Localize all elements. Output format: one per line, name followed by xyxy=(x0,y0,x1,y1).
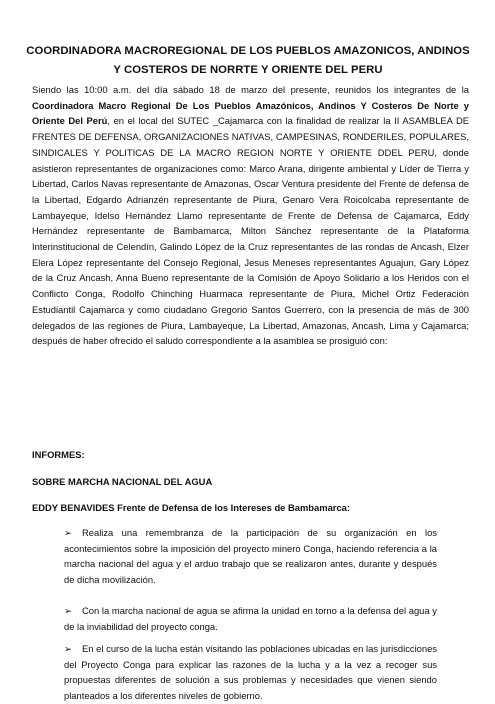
intro-organization-name: Coordinadora Macro Regional De Los Pueblos Amazónicos, Andinos Y Costeros De Norte y Oriente Del Perú xyxy=(32,99,469,127)
list-item xyxy=(64,525,437,588)
intro-paragraph xyxy=(32,82,469,349)
intro-text-2: , en el local del SUTEC _Cajamarca con la finalidad de realizar la II ASAMBLEA DE FRENTES DE DEFENSA, ORGANIZACIONES NATIVAS, CAMPESINAS, RONDERILES, POPULARES, SINDICALES Y POLITICAS DE LA MACRO REGION NORTE Y ORIENTE DDEL PERU, donde asistieron representantes de organizaciones como: Marco Arana, dirigente ambiental y Líder de Tierra y Libertad, Carlos Navas representante de Amazonas, Oscar Ventura presidente del Frente de defensa de la Libertad, Edgardo Adrianzén representante de Piura, Genaro Vera Roicolcaba representante de Lambayeque, Idelso Hernández Llamo representante de Frente de Defensa de Cajamarca, Eddy Hernández representante de Bambamarca, Milton Sánchez representante de la Plataforma Interinstitucional de Celendín, Galindo López de la Cruz representantes de las rondas de Ancash, Elzer Elera López representante del Consejo Regional, Jesus Meneses representantes Aguajun, Gary López de la Cruz Ancash, Anna Bueno representante de la Comisión de Apoyo Solidario a los Heridos con el Conflicto Conga, Rodolfo Chinching Huarmaca representante de Piura, Michel Ortiz Federación Estudiantil Cajamarca y como ciudadano Gregorio Santos Guerrero, con la presencia de más de 300 delegados de las regiones de Piura, Lambayeque, La Libertad, Amazonas, Ancash, Lima y Cajamarca; después de haber ofrecido el saludo correspondiente a la asamblea se prosiguió con: xyxy=(32,115,469,347)
title-line-1: COORDINADORA MACROREGIONAL DE LOS PUEBLOS AMAZONICOS, ANDINOS xyxy=(26,45,470,57)
arrow-bullet-icon: ➢ xyxy=(64,605,72,616)
list-item-text: Realiza una remembranza de la participación de su organización en los acontecimientos sobre la imposición del proyecto minero Conga, haciendo referencia a la marcha nacional del agua y el arduo trabajo que se realizaron antes, durante y después de dicha movilización. xyxy=(64,527,437,586)
list-item xyxy=(64,603,437,634)
arrow-bullet-icon: ➢ xyxy=(64,643,72,654)
list-item-text: Con la marcha nacional de agua se afirma la unidad en torno a la defensa del agua y de la inviabilidad del proyecto conga. xyxy=(64,605,437,632)
heading-marcha-nacional: SOBRE MARCHA NACIONAL DEL AGUA xyxy=(32,476,213,487)
heading-eddy-benavides: EDDY BENAVIDES Frente de Defensa de los Intereses de Bambamarca: xyxy=(32,502,350,513)
heading-informes: INFORMES: xyxy=(32,449,85,460)
document-title xyxy=(20,42,476,80)
arrow-bullet-icon: ➢ xyxy=(64,527,72,538)
list-item-text: En el curso de la lucha están visitando las poblaciones ubicadas en las jurisdicciones del Proyecto Conga para explicar las razones de la lucha y a la vez a recoger sus propuestas diferentes de solución a sus problemas y necesidades que vienen siendo planteados a los diferentes niveles de gobierno. xyxy=(64,643,437,702)
list-item xyxy=(64,641,437,704)
title-line-2: Y COSTEROS DE NORRTE Y ORIENTE DEL PERU xyxy=(113,64,383,76)
intro-text-1: Siendo las 10:00 a.m. del día sábado 18 de marzo del presente, reunidos los integrantes de la xyxy=(32,84,469,95)
